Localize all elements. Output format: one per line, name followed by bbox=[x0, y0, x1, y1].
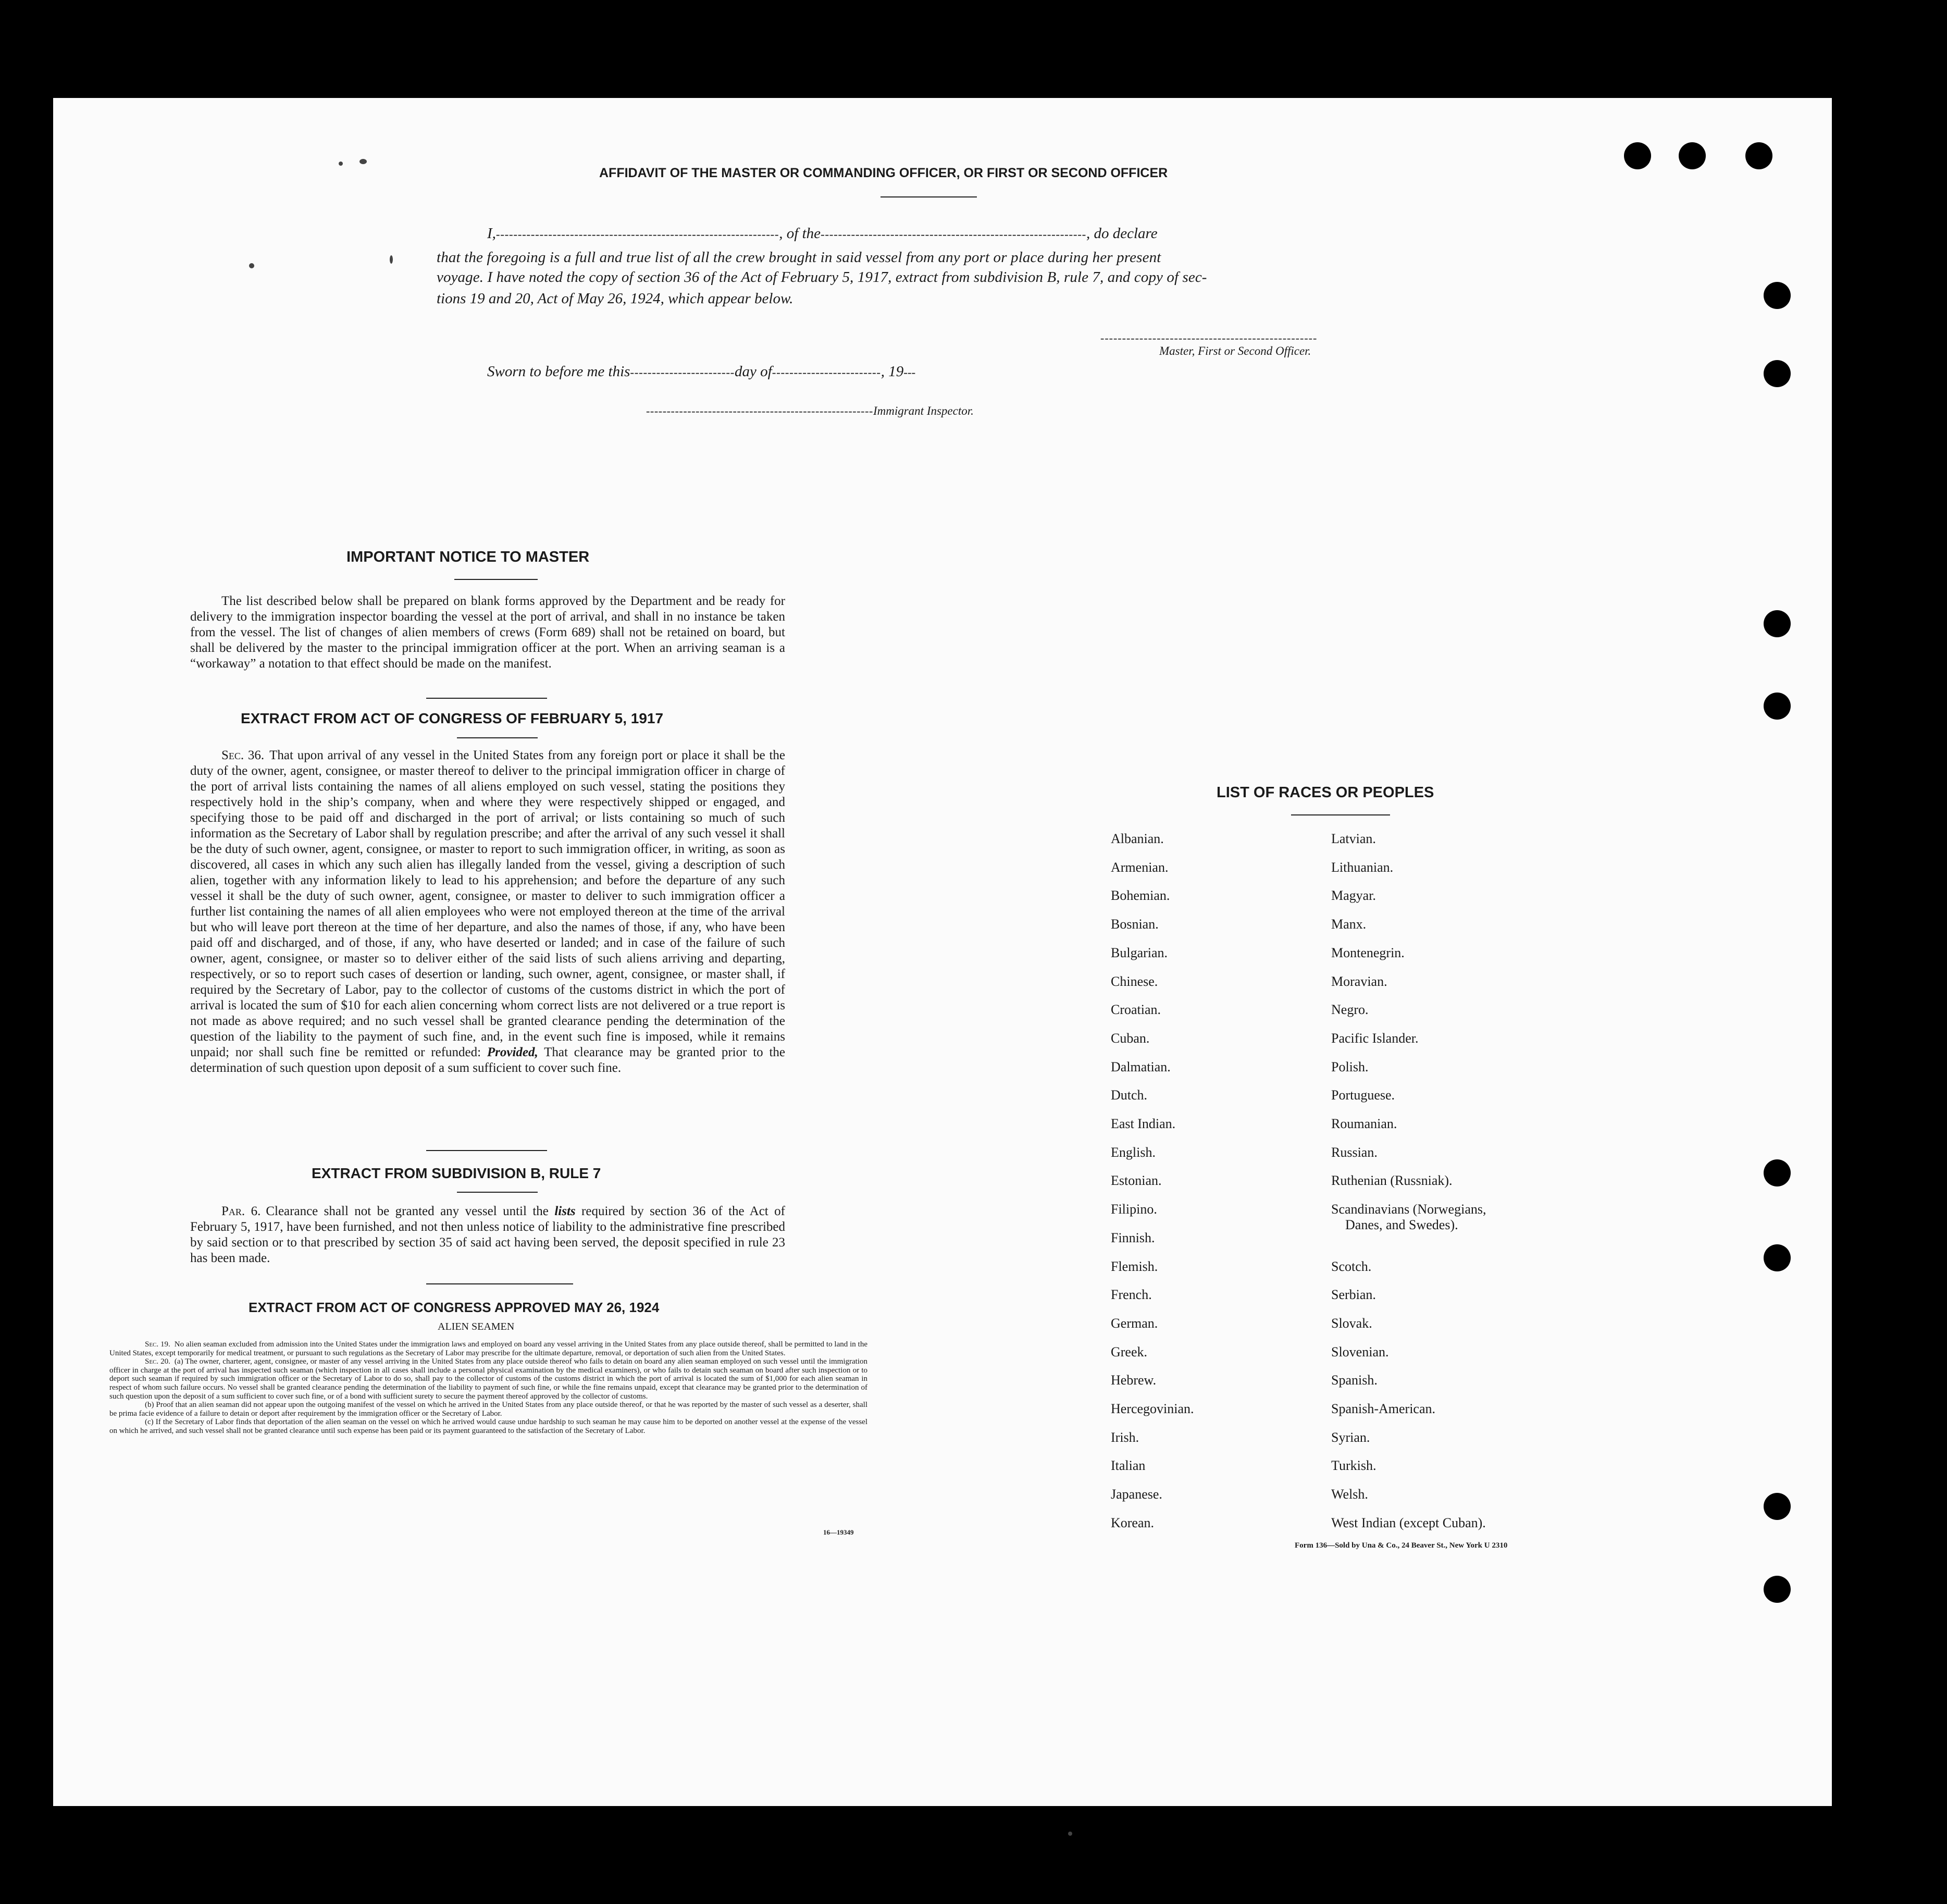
race-entry: English. bbox=[1111, 1144, 1156, 1160]
affidavit-declare: , do declare bbox=[1086, 225, 1158, 242]
print-code: 16—19349 bbox=[823, 1528, 854, 1536]
race-entry: Albanian. bbox=[1111, 831, 1164, 846]
affidavit-line-4: tions 19 and 20, Act of May 26, 1924, which appear below. bbox=[437, 290, 793, 307]
punch-hole bbox=[1624, 142, 1651, 169]
punch-hole bbox=[1764, 1576, 1791, 1603]
race-entry: Portuguese. bbox=[1331, 1087, 1395, 1103]
race-entry: Spanish-American. bbox=[1331, 1401, 1436, 1416]
race-entry: Russian. bbox=[1331, 1144, 1378, 1160]
race-entry: Syrian. bbox=[1331, 1429, 1370, 1445]
inspector-blank: ------------------------------------------------------- bbox=[646, 404, 873, 417]
sec-36-body: That upon arrival of any vessel in the United States from any foreign port or place it shall be the duty of the owner, agent, consignee, or master thereof to deliver to the principal immigration officer in charge of the port of arrival lists containing the names of all aliens employed on such vessel, stating the positions they respectively hold in the ship’s company, when and where they were respectively shipped or engaged, and specifying those to be paid off and discharged in the port of arrival; or lists containing so much of such information as the Secretary of Labor shall by regulation prescribe; and after the arrival of any such vessel it shall be the duty of such owner, agent, consignee, or master to report to such immigration officer, in writing, as soon as discovered, all cases in which any such alien has illegally landed from the vessel, giving a description of such alien, together with any information likely to lead to his apprehension; and before the departure of any such vessel it shall be the duty of such owner, agent, consignee, or master to deliver to such immigration officer a further list containing the names of all alien employees who were not employed thereon at the time of the arrival but who will leave port thereon at the time of her departure, and also the names of those, if any, who have been paid off and discharged, and of those, if any, who have deserted or landed; and in case of the failure of such owner, agent, consignee, or master so to deliver either of the said lists of such aliens arriving and departing, respectively, or so to report such cases of desertion or landing, such owner, agent, consignee, or master shall, if required by the Secretary of Labor, pay to the collector of customs of the customs district in which the port of arrival is located the sum of $10 for each alien concerning whom correct lists are not delivered or a true report is not made as above required; and no such vessel shall be granted clearance pending the determination of the question of the liability to the payment of such fine, and, in the event such fine is imposed, while it remains unpaid; nor shall such fine be remitted or refunded: bbox=[190, 748, 786, 1059]
sec-36-end: That clearance may be granted prior to the determination of such question upon deposit of a sum sufficient to cover such fine. bbox=[190, 1045, 785, 1075]
race-entry: Serbian. bbox=[1331, 1287, 1376, 1303]
par-6-label: Par. 6. bbox=[221, 1204, 261, 1218]
vessel-blank: ------------------------------------------------------------- bbox=[821, 228, 1086, 241]
sec-36-label: Sec. 36. bbox=[221, 748, 265, 762]
race-entry: East Indian. bbox=[1111, 1116, 1176, 1131]
speck bbox=[390, 255, 393, 264]
race-entry: Dalmatian. bbox=[1111, 1059, 1171, 1074]
punch-hole bbox=[1745, 142, 1772, 169]
rule7-text bbox=[190, 1204, 785, 1266]
sworn-day-of: day of bbox=[735, 363, 772, 380]
signature-label: Master, First or Second Officer. bbox=[1159, 344, 1311, 357]
title-underline bbox=[881, 196, 977, 197]
inspector-line bbox=[646, 404, 974, 418]
race-entry: Manx. bbox=[1331, 917, 1367, 932]
punch-hole bbox=[1764, 1159, 1791, 1186]
affidavit-line-1 bbox=[487, 225, 1158, 242]
race-entry: Scandinavians (Norwegians, bbox=[1331, 1202, 1486, 1217]
race-entry: Slovak. bbox=[1331, 1315, 1372, 1331]
sworn-date-blank: ------------------------ bbox=[630, 366, 735, 379]
race-entry: Negro. bbox=[1331, 1002, 1369, 1018]
sec-19-label: Sec. 19. bbox=[145, 1340, 170, 1349]
punch-hole bbox=[1764, 693, 1791, 720]
notice-underline bbox=[454, 579, 538, 580]
race-entry: Finnish. bbox=[1111, 1230, 1155, 1245]
sec-19-paragraph bbox=[109, 1340, 867, 1357]
race-entry: Bosnian. bbox=[1111, 917, 1159, 932]
sec-20c-paragraph: (c) If the Secretary of Labor finds that deportation of the alien seaman on the vessel on which he arrived would cause undue hardship to such seaman he may cause him to be deported on another vessel at the expense of the vessel on which he arrived, and such vessel shall not be granted clearance until such expense has been paid or its payment guaranteed to the satisfaction of the Secretary of Labor. bbox=[109, 1418, 867, 1435]
form-footer: Form 136—Sold by Una & Co., 24 Beaver St., New York U 2310 bbox=[1295, 1541, 1508, 1550]
race-entry: Dutch. bbox=[1111, 1087, 1148, 1103]
punch-hole bbox=[1764, 360, 1791, 387]
sworn-line bbox=[487, 363, 915, 380]
sec-20b-paragraph: (b) Proof that an alien seaman did not appear upon the outgoing manifest of the vessel on which he arrived in the United States from any place outside thereof, or that he was reported by the master of such vessel as a deserter, shall be prima facie evidence of a failure to detain or deport after requirement by the immigration officer or the Secretary of Labor. bbox=[109, 1401, 867, 1418]
punch-hole bbox=[1764, 1493, 1791, 1520]
race-entry: Korean. bbox=[1111, 1515, 1155, 1530]
race-entry: Croatian. bbox=[1111, 1002, 1161, 1018]
race-entry: Bulgarian. bbox=[1111, 945, 1168, 960]
provided-term: Provided, bbox=[487, 1045, 538, 1059]
race-entry: Ruthenian (Russniak). bbox=[1331, 1173, 1453, 1189]
section-divider bbox=[426, 1283, 573, 1284]
race-entry: Slovenian. bbox=[1331, 1344, 1389, 1359]
race-entry: Montenegrin. bbox=[1331, 945, 1405, 960]
rule7-title: EXTRACT FROM SUBDIVISION B, RULE 7 bbox=[312, 1165, 601, 1181]
lists-term: lists bbox=[554, 1204, 576, 1218]
race-entry: Cuban. bbox=[1111, 1030, 1150, 1046]
notice-title: IMPORTANT NOTICE TO MASTER bbox=[346, 549, 590, 565]
race-entry: Irish. bbox=[1111, 1429, 1139, 1445]
race-entry: Greek. bbox=[1111, 1344, 1148, 1359]
race-entry: French. bbox=[1111, 1287, 1152, 1303]
extract-1917-text bbox=[190, 748, 785, 1076]
signature-blank: -------------------------------------------------- bbox=[1100, 331, 1318, 344]
affidavit-line-2: that the foregoing is a full and true list of all the crew brought in said vessel from any port or place during her present bbox=[437, 249, 1161, 266]
race-entry: Moravian. bbox=[1331, 973, 1387, 989]
sec-20a-body: (a) The owner, charterer, agent, consignee, or master of any vessel arriving in the United States from any place outside thereof who fails to detain on board any alien seaman employed on such vessel until the immigration officer in charge at the port of arrival has inspected such seaman (which inspection in all cases shall include a personal physical examination by the medical examiners), or who fails to detain such seaman on board after such inspection or to deport such seaman if required by such immigration officer or the Secretary of Labor to do so, shall pay to the collector of customs of the customs district in which the port of arrival is located the sum of $1,000 for each alien seaman in respect of whom such failure occurs. No vessel shall be granted clearance pending the determination of the liability to payment of such fine, or while the fine remains unpaid, except that clearance may be granted prior to the determination of such question upon the deposit of a sum sufficient to cover such fine, or of a bond with sufficient surety to secure the payment thereof approved by the collector of customs. bbox=[109, 1357, 868, 1401]
race-entry: Hebrew. bbox=[1111, 1373, 1157, 1388]
affidavit-line-3: voyage. I have noted the copy of section 36 of the Act of February 5, 1917, extract from subdivision B, rule 7, and copy of sec- bbox=[437, 269, 1207, 286]
race-entry: Bohemian. bbox=[1111, 888, 1170, 904]
speck bbox=[1068, 1832, 1072, 1836]
race-entry: Welsh. bbox=[1331, 1487, 1368, 1502]
section-divider bbox=[426, 1150, 547, 1151]
extract-1924-text bbox=[109, 1340, 867, 1436]
extract-1917-underline bbox=[457, 737, 538, 738]
alien-seamen-subtitle: ALIEN SEAMEN bbox=[438, 1321, 515, 1332]
race-entry: West Indian (except Cuban). bbox=[1331, 1515, 1486, 1530]
name-blank: ----------------------------------------------------------------- bbox=[495, 228, 779, 241]
punch-hole bbox=[1764, 610, 1791, 637]
affidavit-i: I, bbox=[487, 225, 496, 242]
race-entry: Lithuanian. bbox=[1331, 859, 1394, 875]
race-entry: Latvian. bbox=[1331, 831, 1376, 846]
race-entry: Pacific Islander. bbox=[1331, 1030, 1419, 1046]
speck bbox=[359, 159, 367, 164]
punch-hole bbox=[1764, 282, 1791, 309]
inspector-label: Immigrant Inspector. bbox=[873, 404, 974, 417]
race-entry: Danes, and Swedes). bbox=[1345, 1217, 1458, 1233]
par-6-body-a: Clearance shall not be granted any vessel until the bbox=[266, 1204, 549, 1218]
race-entry: Japanese. bbox=[1111, 1487, 1162, 1502]
race-entry: Italian bbox=[1111, 1458, 1146, 1474]
race-entry: Polish. bbox=[1331, 1059, 1369, 1074]
rule7-underline bbox=[457, 1192, 538, 1193]
notice-text: The list described below shall be prepared on blank forms approved by the Department and be ready for delivery to the immigration inspector boarding the vessel at the port of arrival, and shall in no instance be taken from the vessel. The list of changes of alien members of crews (Form 689) shall not be retained on board, but shall be delivered by the master to the principal immigration officer at the port. When an arriving seaman is a “workaway” a notation to that effect should be made on the manifest. bbox=[190, 594, 785, 671]
sec-19-body: No alien seaman excluded from admission into the United States under the immigration laws and employed on board any vessel arriving in the United States from any place outside thereof, shall be permitted to land in the United States, except temporarily for medical treatment, or pursuant to such regulations as the Secretary of Labor may prescribe for the ultimate departure, removal, or deportation of such alien from the United States. bbox=[109, 1340, 867, 1357]
race-entry: Armenian. bbox=[1111, 859, 1169, 875]
punch-hole bbox=[1764, 1244, 1791, 1271]
race-entry: Magyar. bbox=[1331, 888, 1376, 904]
par-6-body-b: required by section 36 of the Act of February 5, 1917, have been furnished, and not then unless notice of liability to the administrative fine prescribed by said section or to that prescribed by section 35 of said act having been served, the deposit specified in rule 23 has been made. bbox=[190, 1204, 785, 1265]
sworn-year: , 19 bbox=[881, 363, 904, 380]
speck bbox=[339, 162, 343, 166]
race-entry: Filipino. bbox=[1111, 1202, 1157, 1217]
extract-1924-title: EXTRACT FROM ACT OF CONGRESS APPROVED MAY 26, 1924 bbox=[249, 1300, 660, 1315]
sec-20-label: Sec. 20. bbox=[145, 1357, 170, 1366]
race-entry: Flemish. bbox=[1111, 1258, 1158, 1274]
races-title: LIST OF RACES OR PEOPLES bbox=[1217, 784, 1434, 801]
race-entry: Hercegovinian. bbox=[1111, 1401, 1194, 1416]
affidavit-of-the: , of the bbox=[779, 225, 821, 242]
sec-20a-paragraph bbox=[109, 1357, 867, 1401]
race-entry: Turkish. bbox=[1331, 1458, 1376, 1474]
sworn-year-blank: --- bbox=[903, 366, 916, 379]
race-entry: Chinese. bbox=[1111, 973, 1158, 989]
speck bbox=[249, 263, 254, 268]
sworn-month-blank: ------------------------- bbox=[772, 366, 881, 379]
race-entry: Spanish. bbox=[1331, 1373, 1378, 1388]
race-entry: German. bbox=[1111, 1315, 1158, 1331]
races-underline bbox=[1291, 814, 1390, 815]
race-entry: Estonian. bbox=[1111, 1173, 1162, 1189]
extract-1917-title: EXTRACT FROM ACT OF CONGRESS OF FEBRUARY 5, 1917 bbox=[241, 710, 664, 726]
sworn-text: Sworn to before me this bbox=[487, 363, 630, 380]
race-entry: Scotch. bbox=[1331, 1258, 1372, 1274]
affidavit-title: AFFIDAVIT OF THE MASTER OR COMMANDING OFFICER, OR FIRST OR SECOND OFFICER bbox=[599, 166, 1168, 180]
punch-hole bbox=[1679, 142, 1706, 169]
race-entry: Roumanian. bbox=[1331, 1116, 1397, 1131]
section-divider bbox=[426, 698, 547, 699]
